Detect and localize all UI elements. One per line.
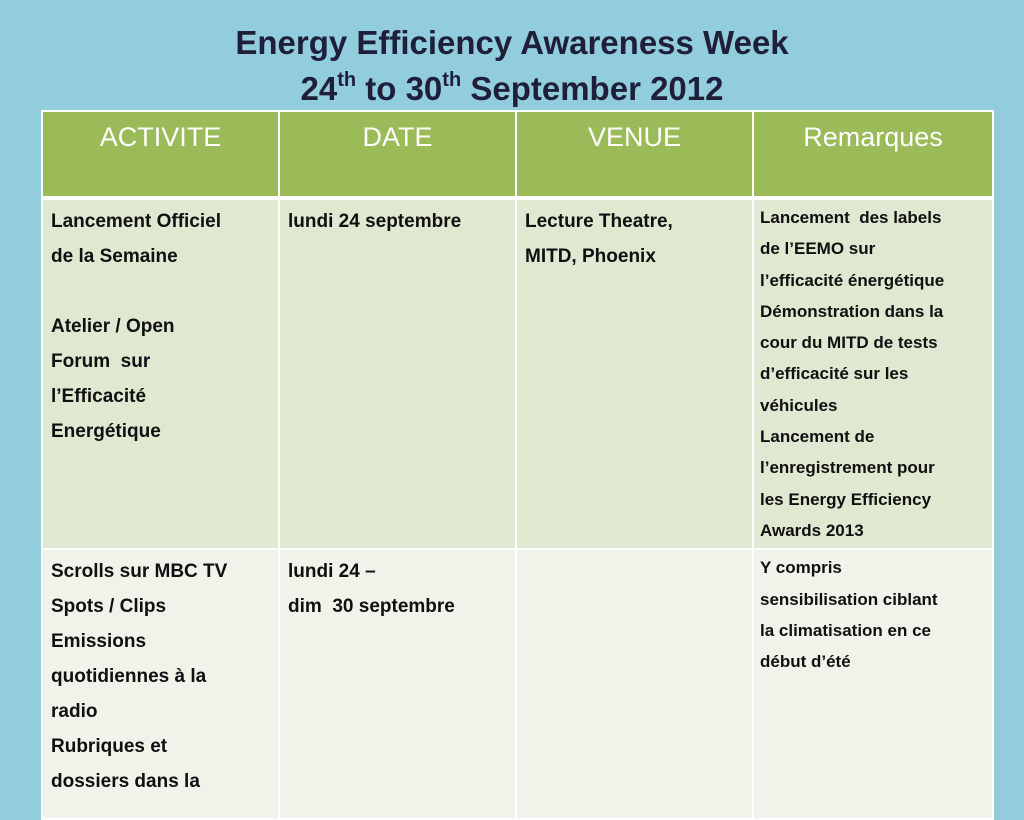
cell-text-line: dossiers dans la [51,771,200,793]
cell-text-line: Lancement de [760,427,875,447]
cell-text-line: sensibilisation ciblant [760,589,938,609]
header-row [42,111,993,198]
cell-remarques [753,549,993,819]
cell-text-line: dim 30 septembre [288,596,455,618]
cell-text-line: cour du MITD de tests [760,333,938,353]
title-to-word: to [356,70,406,107]
header-remarques: Remarques [753,111,993,198]
cell-text-line: Démonstration dans la [760,301,944,321]
cell-text-line: début d’été [760,652,851,672]
title-end-day: 30 [405,70,443,107]
cell-venue [516,549,753,819]
cell-text-line: Awards 2013 [760,520,864,540]
cell-text-line: l’enregistrement pour [760,458,935,478]
cell-text-line: lundi 24 – [288,561,376,583]
header-date: DATE [279,111,516,198]
cell-text-line: Y compris [760,558,842,578]
cell-text-line: Lecture Theatre, [525,211,673,232]
header-activite: ACTIVITE [42,111,279,198]
cell-text-line: d’efficacité sur les [760,364,909,384]
cell-activite [42,549,279,819]
cell-remarques [753,198,993,549]
cell-date [279,549,516,819]
cell-text-line: la climatisation en ce [760,620,932,640]
cell-text-line: les Energy Efficiency [760,489,932,509]
cell-text-line: Forum sur [51,351,151,372]
cell-text-line: quotidiennes à la [51,666,207,688]
cell-text-line: Energétique [51,421,161,442]
cell-text-line: lundi 24 septembre [288,211,462,232]
cell-text-line: Spots / Clips [51,596,167,618]
table-row [42,198,993,549]
header-venue: VENUE [516,111,753,198]
cell-venue [516,198,753,549]
blank-line [51,274,270,309]
cell-text-line: radio [51,701,98,723]
title-end-suffix: th [442,69,462,91]
cell-text-line: Scrolls sur MBC TV [51,561,228,583]
cell-text-line: Lancement des labels [760,208,942,227]
cell-date [279,198,516,549]
cell-text-line: véhicules [760,395,838,415]
schedule-table [41,110,994,820]
cell-activite [42,198,279,549]
cell-text-line: Lancement Officiel [51,211,221,232]
cell-text-line: Atelier / Open [51,316,175,337]
cell-text-line: l’Efficacité [51,386,147,407]
title-line-1: Energy Efficiency Awareness Week [235,24,789,61]
title-start-day: 24 [300,70,338,107]
cell-text-line: Emissions [51,631,147,653]
cell-text-line: Rubriques et [51,736,168,758]
table-row [42,549,993,819]
title-line-2 [0,66,1024,112]
slide-title [0,20,1024,112]
cell-text-line: MITD, Phoenix [525,246,656,267]
cell-text-line: de la Semaine [51,246,178,267]
title-start-suffix: th [337,69,357,91]
title-month-year: September 2012 [461,70,724,107]
cell-text-line: l’efficacité énergétique [760,270,945,290]
cell-text-line: de l’EEMO sur [760,239,876,259]
